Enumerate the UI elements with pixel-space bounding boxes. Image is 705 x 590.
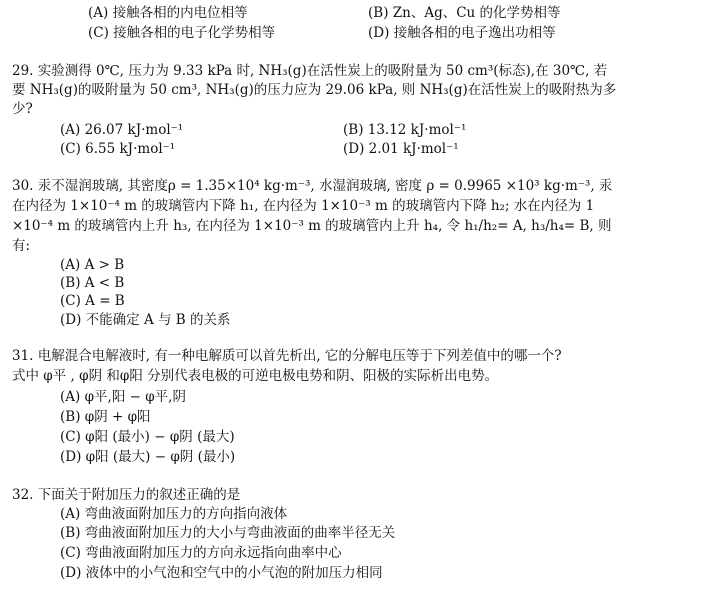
q31-stem-line-2: 式中 φ平 , φ阴 和φ阳 分别代表电极的可逆电极电势和阴、阳极的实际析出电势。 xyxy=(12,368,499,384)
q29-option-d: (D) 2.01 kJ·mol⁻¹ xyxy=(343,141,459,157)
q30-option-d: (D) 不能确定 A 与 B 的关系 xyxy=(60,312,231,328)
q30-stem-line-4: 有: xyxy=(12,238,31,254)
q31-option-d: (D) φ阳 (最大) − φ阴 (最小) xyxy=(60,449,236,465)
q31-stem-line-1: 31. 电解混合电解液时, 有一种电解质可以首先析出, 它的分解电压等于下列差值中的哪一个? xyxy=(12,348,562,364)
prev-option-a: (A) 接触各相的内电位相等 xyxy=(88,5,248,21)
prev-option-b: (B) Zn、Ag、Cu 的化学势相等 xyxy=(368,5,561,21)
q32-option-d: (D) 液体中的小气泡和空气中的小气泡的附加压力相同 xyxy=(60,565,383,581)
q31-option-c: (C) φ阳 (最小) − φ阴 (最大) xyxy=(60,429,235,445)
q30-option-c: (C) A = B xyxy=(60,293,125,309)
q31-option-b: (B) φ阴 + φ阳 xyxy=(60,409,151,425)
q29-option-c: (C) 6.55 kJ·mol⁻¹ xyxy=(60,141,176,157)
q29-stem-line-1: 29. 实验测得 0℃, 压力为 9.33 kPa 时, NH₃(g)在活性炭上的吸附量为 50 cm³(标态),在 30℃, 若 xyxy=(12,63,608,79)
q32-stem-line-1: 32. 下面关于附加压力的叙述正确的是 xyxy=(12,487,241,503)
q29-stem-line-2: 要 NH₃(g)的吸附量为 50 cm³, NH₃(g)的压力应为 29.06 kPa, 则 NH₃(g)在活性炭上的吸附热为多 xyxy=(12,82,617,98)
q32-option-b: (B) 弯曲液面附加压力的大小与弯曲液面的曲率半径无关 xyxy=(60,525,396,541)
q31-option-a: (A) φ平,阳 − φ平,阴 xyxy=(60,389,186,405)
q30-stem-line-1: 30. 汞不湿润玻璃, 其密度ρ = 1.35×10⁴ kg·m⁻³, 水湿润玻璃, 密度 ρ = 0.9965 ×10³ kg·m⁻³, 汞 xyxy=(12,178,613,194)
q29-option-a: (A) 26.07 kJ·mol⁻¹ xyxy=(60,122,184,138)
q32-option-a: (A) 弯曲液面附加压力的方向指向液体 xyxy=(60,506,288,522)
q30-stem-line-2: 在内径为 1×10⁻⁴ m 的玻璃管内下降 h₁, 在内径为 1×10⁻³ m 的玻璃管内下降 h₂; 水在内径为 1 xyxy=(12,198,595,214)
q30-stem-line-3: ×10⁻⁴ m 的玻璃管内上升 h₃, 在内径为 1×10⁻³ m 的玻璃管内上升 h₄, 令 h₁/h₂= A, h₃/h₄= B, 则 xyxy=(12,218,612,234)
q29-option-b: (B) 13.12 kJ·mol⁻¹ xyxy=(343,122,467,138)
q32-option-c: (C) 弯曲液面附加压力的方向永远指向曲率中心 xyxy=(60,545,342,561)
prev-option-d: (D) 接触各相的电子逸出功相等 xyxy=(368,25,556,41)
prev-option-c: (C) 接触各相的电子化学势相等 xyxy=(88,25,276,41)
q29-stem-line-3: 少? xyxy=(12,101,33,117)
q30-option-b: (B) A < B xyxy=(60,275,125,291)
q30-option-a: (A) A > B xyxy=(60,257,125,273)
